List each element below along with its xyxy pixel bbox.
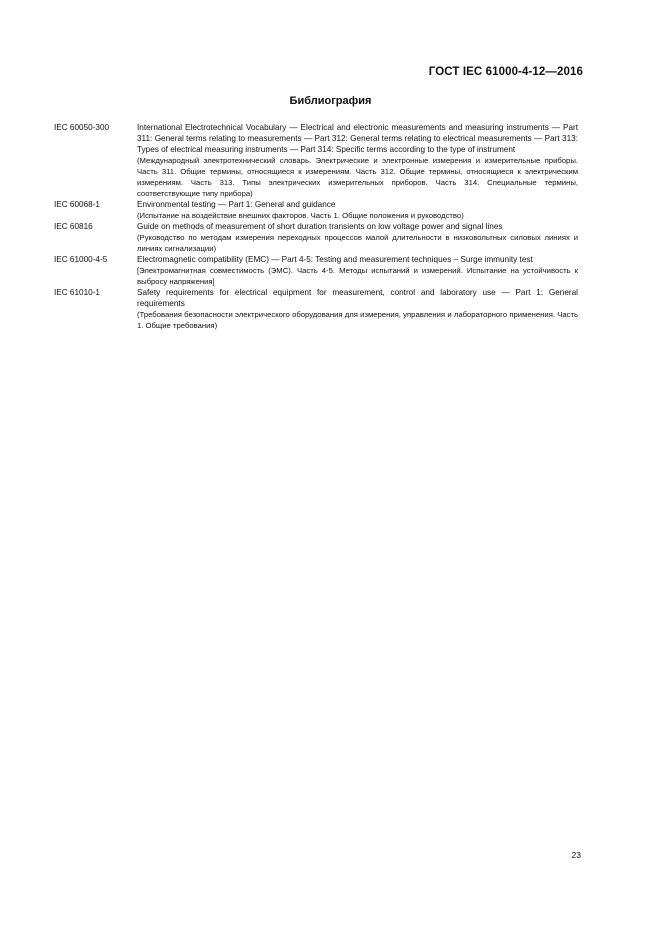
bibliography-entry	[54, 254, 578, 287]
reference-code: IEC 61000-4-5	[54, 255, 108, 264]
bibliography-entry	[54, 199, 578, 221]
bibliography-entry	[54, 122, 578, 199]
reference-code: IEC 60050-300	[54, 123, 110, 132]
reference-title-ru: (Международный электротехнический словарь. Электрические и электронные измерения и измерительные приборы. Часть 311. Общие термины, относящиеся к измерениям. Часть 312. Общие термины, относящиеся к электрическим измерениям. Часть 313. Типы электрических измерительных приборов. Часть 314. Специальные термины, соответствующие типу прибора)	[137, 156, 578, 198]
section-title: Библиография	[289, 95, 372, 107]
reference-description	[137, 287, 578, 331]
reference-description	[137, 254, 578, 287]
reference-description	[137, 199, 578, 221]
reference-title-ru: (Требования безопасности электрического оборудования для измерения, управления и лабораторного применения. Часть 1. Общие требования)	[137, 310, 578, 330]
reference-title-en: Environmental testing — Part 1: General and guidance	[137, 200, 336, 209]
bibliography-entry	[54, 221, 578, 254]
reference-title-ru: (Руководство по методам измерения переходных процессов малой длительности в низковольтных силовых линиях и линиях сигнализации)	[137, 233, 578, 253]
reference-title-en: Electromagnetic compatibility (EMC) — Part 4-5: Testing and measurement techniques – Surge immunity test	[137, 255, 533, 264]
reference-title-en: International Electrotechnical Vocabulary — Electrical and electronic measurements and measuring instruments — Part 311: General terms relating to measurements — Part 312: General terms relating to electrical measurements — Part 313: Types of electrical measuring instruments — Part 314: Specific terms according to the type of instrument	[137, 123, 578, 154]
document-code: ГОСТ IEC 61000-4-12—2016	[428, 66, 583, 78]
reference-description	[137, 221, 578, 254]
reference-title-ru: (Испытание на воздействие внешних факторов. Часть 1. Общие положения и руководство)	[137, 211, 464, 220]
bibliography-entry	[54, 287, 578, 331]
reference-title-en: Guide on methods of measurement of short duration transients on low voltage power and signal lines	[137, 222, 503, 231]
page-number: 23	[571, 850, 581, 860]
reference-description	[137, 122, 578, 199]
reference-code: IEC 61010-1	[54, 288, 100, 297]
bibliography-list	[54, 122, 578, 331]
reference-code: IEC 60068-1	[54, 200, 100, 209]
reference-title-en: Safety requirements for electrical equipment for measurement, control and laboratory use — Part 1: General requirements	[137, 288, 578, 308]
reference-code: IEC 60816	[54, 222, 93, 231]
reference-title-ru: [Электромагнитная совместимость (ЭМС). Часть 4-5. Методы испытаний и измерений. Испытание на устойчивость к выбросу напряжения]	[137, 266, 578, 286]
